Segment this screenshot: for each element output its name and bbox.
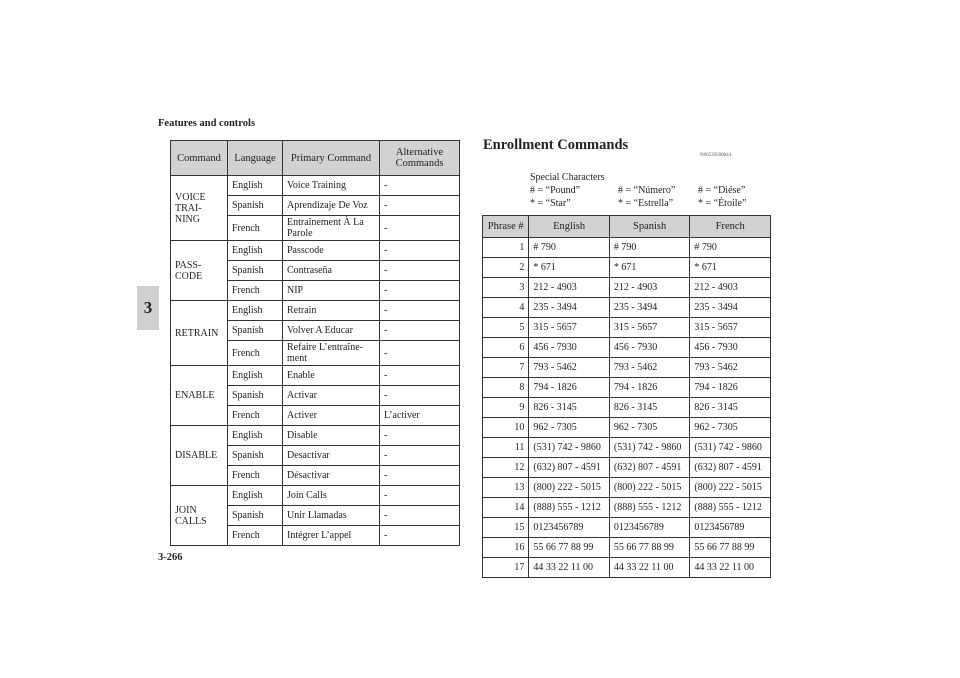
table-row	[483, 318, 771, 338]
table-row	[483, 418, 771, 438]
english-cell: 235 - 3494	[529, 298, 610, 318]
primary-command-cell: Désactivar	[283, 466, 380, 486]
table-row	[483, 518, 771, 538]
english-cell: (800) 222 - 5015	[529, 478, 610, 498]
english-cell: * 671	[529, 258, 610, 278]
table-header-row	[171, 141, 460, 176]
french-cell: 235 - 3494	[690, 298, 771, 318]
special-spanish: # = “Número”	[618, 185, 676, 196]
french-cell: (632) 807 - 4591	[690, 458, 771, 478]
phrase-number-cell: 2	[483, 258, 529, 278]
spanish-cell: 794 - 1826	[609, 378, 690, 398]
french-cell: 794 - 1826	[690, 378, 771, 398]
table-row	[483, 498, 771, 518]
phrase-number-cell: 12	[483, 458, 529, 478]
alternative-command-cell: -	[380, 426, 460, 446]
header-command: Command	[171, 141, 228, 176]
special-row	[530, 184, 746, 197]
primary-command-cell: Desactivar	[283, 446, 380, 466]
french-cell: * 671	[690, 258, 771, 278]
phrase-number-cell: 6	[483, 338, 529, 358]
primary-command-cell: Unir Llamadas	[283, 506, 380, 526]
english-cell: (632) 807 - 4591	[529, 458, 610, 478]
primary-command-cell: Aprendizaje De Voz	[283, 196, 380, 216]
language-cell: Spanish	[228, 261, 283, 281]
primary-command-cell: Intégrer L’appel	[283, 526, 380, 546]
spanish-cell: 826 - 3145	[609, 398, 690, 418]
alternative-command-cell: L’activer	[380, 406, 460, 426]
primary-command-cell: Passcode	[283, 241, 380, 261]
english-cell: 456 - 7930	[529, 338, 610, 358]
spanish-cell: (632) 807 - 4591	[609, 458, 690, 478]
spanish-cell: # 790	[609, 238, 690, 258]
table-row	[483, 298, 771, 318]
primary-command-cell: Refaire L’entraîne-ment	[283, 341, 380, 366]
table-row	[483, 258, 771, 278]
alternative-command-cell: -	[380, 241, 460, 261]
special-english: * = “Star”	[530, 198, 571, 209]
alternative-command-cell: -	[380, 466, 460, 486]
chapter-tab: 3	[137, 286, 159, 330]
primary-command-cell: Voice Training	[283, 176, 380, 196]
command-cell: VOICE TRAI-NING	[171, 176, 228, 241]
language-cell: English	[228, 486, 283, 506]
alternative-command-cell: -	[380, 386, 460, 406]
section-header: Features and controls	[158, 118, 256, 129]
special-characters-heading: Special Characters	[530, 172, 605, 183]
alternative-command-cell: -	[380, 446, 460, 466]
table-row	[483, 458, 771, 478]
french-cell: 315 - 5657	[690, 318, 771, 338]
voice-commands-table	[170, 140, 460, 546]
enrollment-title: Enrollment Commands	[483, 137, 629, 153]
spanish-cell: 235 - 3494	[609, 298, 690, 318]
language-cell: French	[228, 466, 283, 486]
table-row	[483, 358, 771, 378]
alternative-command-cell: -	[380, 486, 460, 506]
primary-command-cell: Join Calls	[283, 486, 380, 506]
spanish-cell: * 671	[609, 258, 690, 278]
phrase-number-cell: 16	[483, 538, 529, 558]
table-row	[171, 486, 460, 506]
table-row	[171, 366, 460, 386]
table-row	[483, 538, 771, 558]
primary-command-cell: Enable	[283, 366, 380, 386]
phrase-number-cell: 3	[483, 278, 529, 298]
french-cell: (531) 742 - 9860	[690, 438, 771, 458]
special-characters	[530, 171, 746, 210]
table-row	[483, 338, 771, 358]
french-cell: 44 33 22 11 00	[690, 558, 771, 578]
phrase-number-cell: 17	[483, 558, 529, 578]
phrase-number-cell: 11	[483, 438, 529, 458]
language-cell: English	[228, 366, 283, 386]
primary-command-cell: Retrain	[283, 301, 380, 321]
alternative-command-cell: -	[380, 196, 460, 216]
spanish-cell: 0123456789	[609, 518, 690, 538]
spanish-cell: 456 - 7930	[609, 338, 690, 358]
french-cell: 0123456789	[690, 518, 771, 538]
header-spanish: Spanish	[609, 216, 690, 238]
spanish-cell: (531) 742 - 9860	[609, 438, 690, 458]
language-cell: French	[228, 341, 283, 366]
spanish-cell: (800) 222 - 5015	[609, 478, 690, 498]
english-cell: 315 - 5657	[529, 318, 610, 338]
phrase-number-cell: 1	[483, 238, 529, 258]
english-cell: # 790	[529, 238, 610, 258]
language-cell: French	[228, 406, 283, 426]
document-code: N00539500044	[700, 153, 732, 158]
phrase-number-cell: 9	[483, 398, 529, 418]
language-cell: English	[228, 241, 283, 261]
french-cell: 962 - 7305	[690, 418, 771, 438]
language-cell: English	[228, 426, 283, 446]
spanish-cell: 315 - 5657	[609, 318, 690, 338]
primary-command-cell: Activer	[283, 406, 380, 426]
primary-command-cell: Activar	[283, 386, 380, 406]
english-cell: (888) 555 - 1212	[529, 498, 610, 518]
english-cell: 0123456789	[529, 518, 610, 538]
spanish-cell: (888) 555 - 1212	[609, 498, 690, 518]
alternative-command-cell: -	[380, 366, 460, 386]
language-cell: English	[228, 301, 283, 321]
alternative-command-cell: -	[380, 261, 460, 281]
alternative-command-cell: -	[380, 301, 460, 321]
spanish-cell: 55 66 77 88 99	[609, 538, 690, 558]
command-cell: RETRAIN	[171, 301, 228, 366]
special-french: * = “Étoile”	[698, 198, 747, 209]
english-cell: 962 - 7305	[529, 418, 610, 438]
phrase-number-cell: 8	[483, 378, 529, 398]
command-cell: PASS-CODE	[171, 241, 228, 301]
alternative-command-cell: -	[380, 506, 460, 526]
table-row	[171, 426, 460, 446]
french-cell: # 790	[690, 238, 771, 258]
primary-command-cell: Entraînement À La Parole	[283, 216, 380, 241]
special-english: # = “Pound”	[530, 185, 581, 196]
french-cell: 55 66 77 88 99	[690, 538, 771, 558]
phrase-number-cell: 5	[483, 318, 529, 338]
english-cell: 793 - 5462	[529, 358, 610, 378]
alternative-command-cell: -	[380, 281, 460, 301]
header-french: French	[690, 216, 771, 238]
table-row	[483, 558, 771, 578]
english-cell: 212 - 4903	[529, 278, 610, 298]
language-cell: Spanish	[228, 446, 283, 466]
header-alternative-commands: Alternative Commands	[380, 141, 460, 176]
alternative-command-cell: -	[380, 321, 460, 341]
english-cell: 826 - 3145	[529, 398, 610, 418]
french-cell: (800) 222 - 5015	[690, 478, 771, 498]
english-cell: 44 33 22 11 00	[529, 558, 610, 578]
alternative-command-cell: -	[380, 341, 460, 366]
command-cell: JOIN CALLS	[171, 486, 228, 546]
special-spanish: * = “Estrella”	[618, 198, 674, 209]
english-cell: 794 - 1826	[529, 378, 610, 398]
language-cell: French	[228, 281, 283, 301]
english-cell: (531) 742 - 9860	[529, 438, 610, 458]
language-cell: French	[228, 216, 283, 241]
spanish-cell: 962 - 7305	[609, 418, 690, 438]
alternative-command-cell: -	[380, 176, 460, 196]
english-cell: 55 66 77 88 99	[529, 538, 610, 558]
french-cell: 212 - 4903	[690, 278, 771, 298]
table-row	[483, 438, 771, 458]
primary-command-cell: Contraseña	[283, 261, 380, 281]
table-row	[483, 278, 771, 298]
primary-command-cell: Volver A Educar	[283, 321, 380, 341]
alternative-command-cell: -	[380, 216, 460, 241]
table-row	[171, 301, 460, 321]
french-cell: 793 - 5462	[690, 358, 771, 378]
language-cell: Spanish	[228, 506, 283, 526]
phrase-number-cell: 14	[483, 498, 529, 518]
table-row	[483, 238, 771, 258]
header-phrase-number: Phrase #	[483, 216, 529, 238]
header-language: Language	[228, 141, 283, 176]
table-row	[483, 378, 771, 398]
page-number: 3-266	[158, 552, 183, 563]
enrollment-commands-table	[482, 215, 771, 578]
table-row	[483, 478, 771, 498]
phrase-number-cell: 10	[483, 418, 529, 438]
french-cell: 826 - 3145	[690, 398, 771, 418]
language-cell: Spanish	[228, 321, 283, 341]
special-row	[530, 197, 746, 210]
command-cell: DISABLE	[171, 426, 228, 486]
header-primary-command: Primary Command	[283, 141, 380, 176]
french-cell: 456 - 7930	[690, 338, 771, 358]
french-cell: (888) 555 - 1212	[690, 498, 771, 518]
primary-command-cell: Disable	[283, 426, 380, 446]
table-row	[171, 176, 460, 196]
command-cell: ENABLE	[171, 366, 228, 426]
phrase-number-cell: 4	[483, 298, 529, 318]
language-cell: English	[228, 176, 283, 196]
language-cell: Spanish	[228, 386, 283, 406]
special-french: # = “Diése”	[698, 185, 746, 196]
spanish-cell: 793 - 5462	[609, 358, 690, 378]
table-row	[483, 398, 771, 418]
alternative-command-cell: -	[380, 526, 460, 546]
table-header-row	[483, 216, 771, 238]
phrase-number-cell: 13	[483, 478, 529, 498]
language-cell: French	[228, 526, 283, 546]
table-row	[171, 241, 460, 261]
language-cell: Spanish	[228, 196, 283, 216]
spanish-cell: 44 33 22 11 00	[609, 558, 690, 578]
phrase-number-cell: 15	[483, 518, 529, 538]
spanish-cell: 212 - 4903	[609, 278, 690, 298]
phrase-number-cell: 7	[483, 358, 529, 378]
primary-command-cell: NIP	[283, 281, 380, 301]
header-english: English	[529, 216, 610, 238]
